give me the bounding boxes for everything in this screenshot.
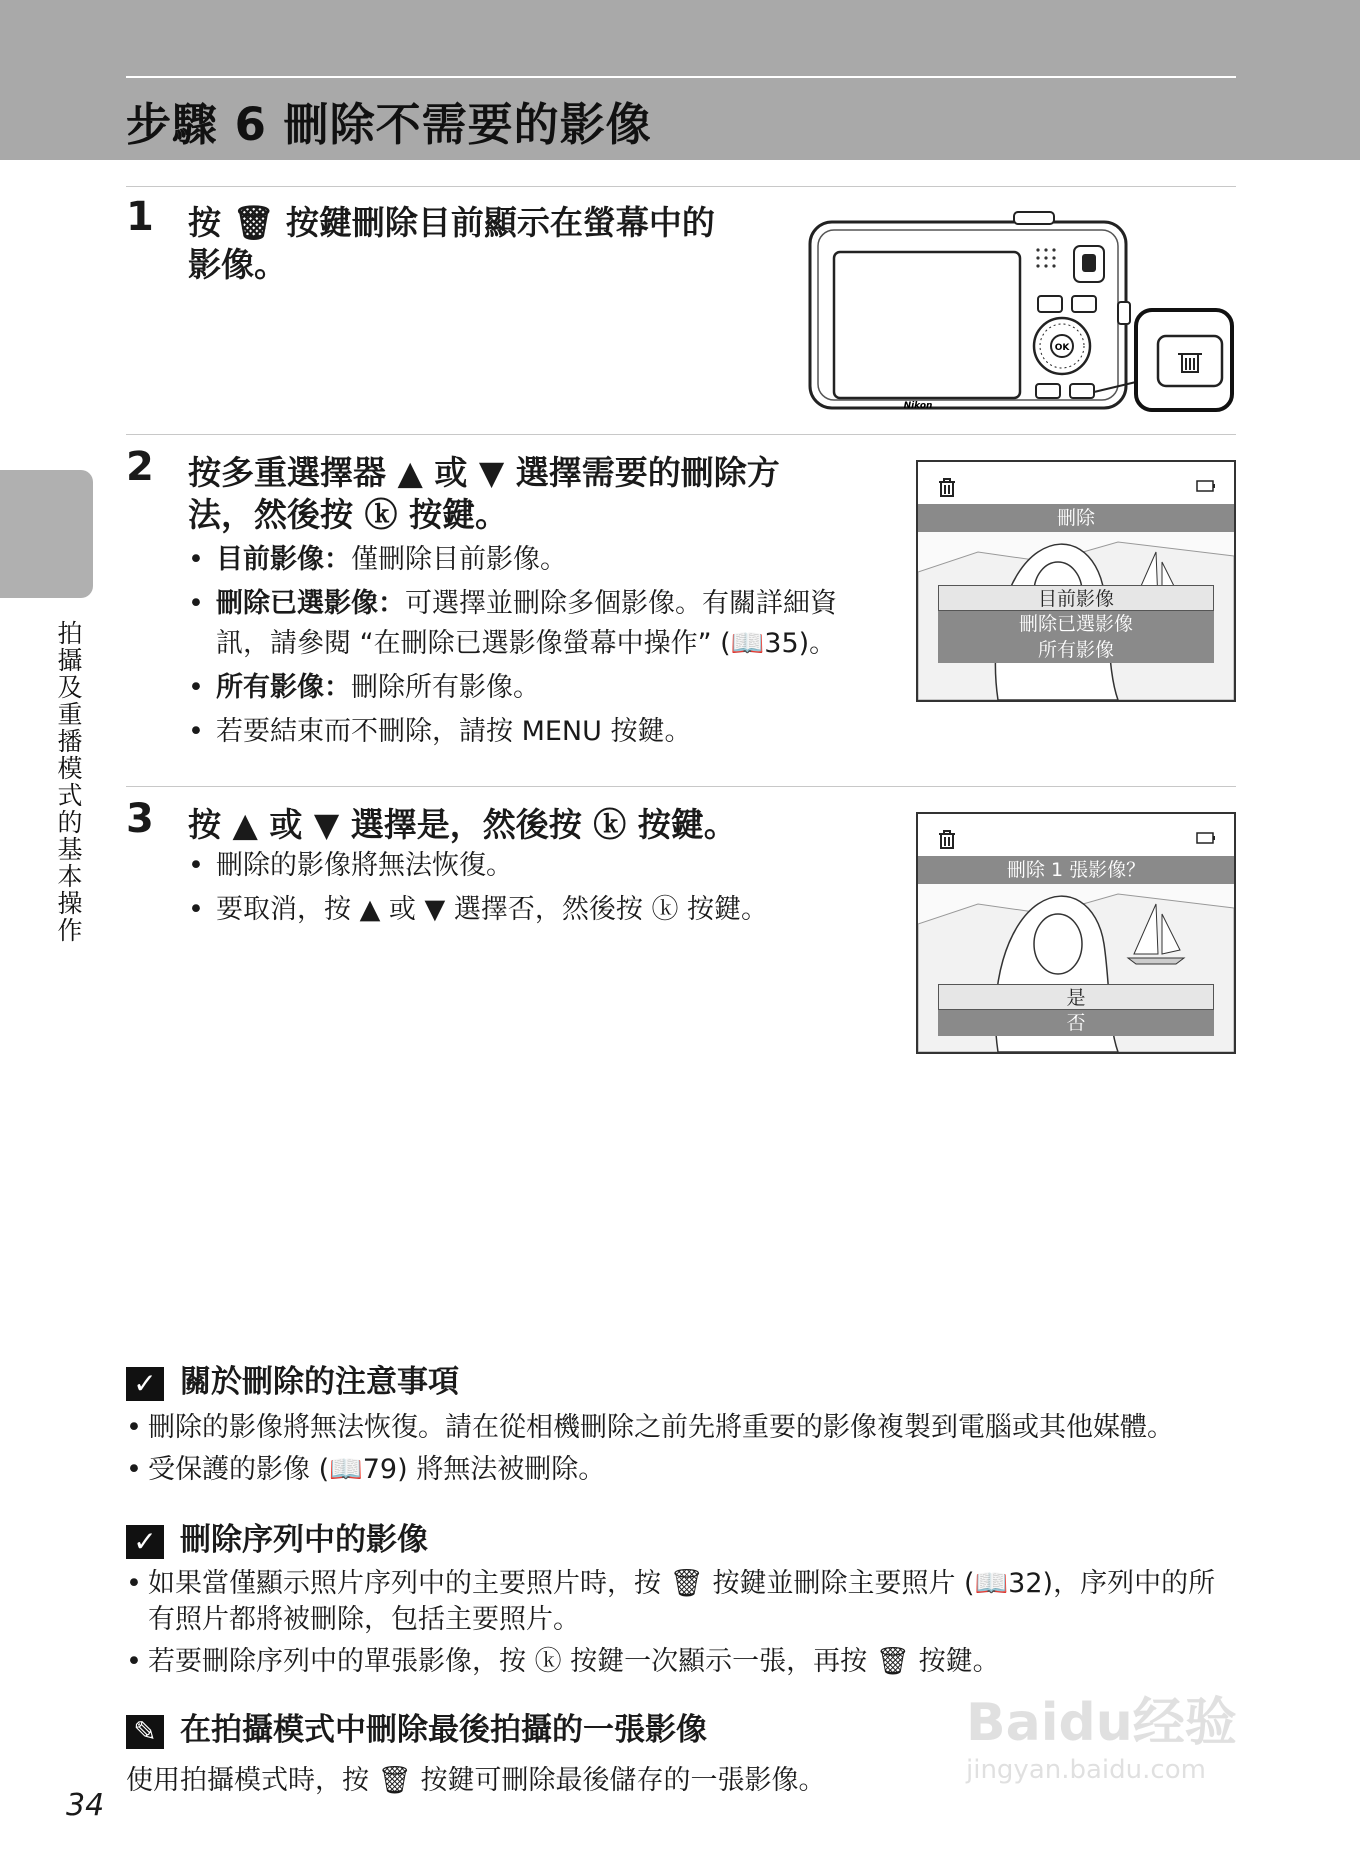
- option-all-images[interactable]: 所有影像: [938, 637, 1214, 663]
- pencil-icon: ✎: [126, 1715, 164, 1749]
- step-2-text: 按多重選擇器 ▲ 或 ▼ 選擇需要的刪除方 法，然後按 ⓚ 按鍵。: [188, 453, 780, 534]
- option-no[interactable]: 否: [938, 1010, 1214, 1036]
- baidu-watermark: Baidu经验 jingyan.baidu.com: [966, 1693, 1237, 1785]
- step-3-text: 按 ▲ 或 ▼ 選擇是，然後按 ⓚ 按鍵。: [188, 805, 737, 844]
- screen-title: 刪除: [918, 504, 1234, 532]
- step-number: 1: [126, 194, 154, 240]
- battery-icon: [1196, 832, 1216, 844]
- check-icon: ✓: [126, 1367, 164, 1401]
- confirm-delete-screen: [916, 812, 1236, 1054]
- step-1-text: 按 🗑 按鍵刪除目前顯示在螢幕中的 影像。: [188, 203, 715, 284]
- list-item: • 要取消，按 ▲ 或 ▼ 選擇否，然後按 ⓚ 按鍵。: [188, 890, 888, 930]
- trash-icon: [936, 828, 958, 850]
- note-list: [126, 1566, 1236, 1686]
- trash-icon: [936, 476, 958, 498]
- note-body: 使用拍攝模式時，按 🗑 按鍵可刪除最後儲存的一張影像。: [126, 1765, 826, 1796]
- divider: [126, 786, 1236, 787]
- section-label: 拍攝及重播模式的基本操作: [54, 620, 83, 944]
- step-2-bullets: [188, 540, 888, 756]
- list-item: • 刪除的影像將無法恢復。: [188, 846, 888, 886]
- list-item: • 刪除的影像將無法恢復。請在從相機刪除之前先將重要的影像複製到電腦或其他媒體。: [126, 1410, 1236, 1446]
- list-item: • 若要結束而不刪除，請按 MENU 按鍵。: [188, 712, 888, 752]
- note-title: ✓ 關於刪除的注意事項: [126, 1356, 459, 1401]
- list-item: • 所有影像：刪除所有影像。: [188, 668, 888, 708]
- note-list: [126, 1410, 1236, 1494]
- list-item: • 受保護的影像 (📖79) 將無法被刪除。: [126, 1452, 1236, 1488]
- step-number: 2: [126, 444, 154, 490]
- list-item: • 刪除已選影像：可選擇並刪除多個影像。有關詳細資訊，請參閱 “在刪除已選影像螢幕中操作” (📖35)。: [188, 584, 888, 664]
- divider: [126, 186, 1236, 187]
- list-item: • 目前影像：僅刪除目前影像。: [188, 540, 888, 580]
- note-title: ✓ 刪除序列中的影像: [126, 1514, 428, 1559]
- section-tab: [0, 470, 93, 598]
- option-current-image[interactable]: 目前影像: [938, 585, 1214, 611]
- option-yes[interactable]: 是: [938, 984, 1214, 1010]
- divider: [126, 434, 1236, 435]
- list-item: • 若要刪除序列中的單張影像，按 ⓚ 按鍵一次顯示一張，再按 🗑 按鍵。: [126, 1644, 1236, 1680]
- option-selected-images[interactable]: 刪除已選影像: [938, 611, 1214, 637]
- list-item: • 如果當僅顯示照片序列中的主要照片時，按 🗑 按鍵並刪除主要照片 (📖32)，序列中的所有照片都將被刪除，包括主要照片。: [126, 1566, 1236, 1638]
- note-title: ✎ 在拍攝模式中刪除最後拍攝的一張影像: [126, 1704, 707, 1749]
- step-number: 3: [126, 796, 154, 842]
- check-icon: ✓: [126, 1525, 164, 1559]
- svg-text:OK: OK: [1054, 343, 1070, 353]
- screen-title: 刪除 1 張影像？: [918, 856, 1234, 884]
- battery-icon: [1196, 480, 1216, 492]
- delete-menu-screen: [916, 460, 1236, 702]
- camera-illustration: [806, 206, 1236, 412]
- camera-brand: Nikon: [903, 401, 933, 411]
- page-number: 34: [66, 1788, 105, 1823]
- header-divider: [126, 76, 1236, 78]
- step-3-bullets: [188, 846, 888, 934]
- page-title: 步驟 6 刪除不需要的影像: [126, 98, 652, 151]
